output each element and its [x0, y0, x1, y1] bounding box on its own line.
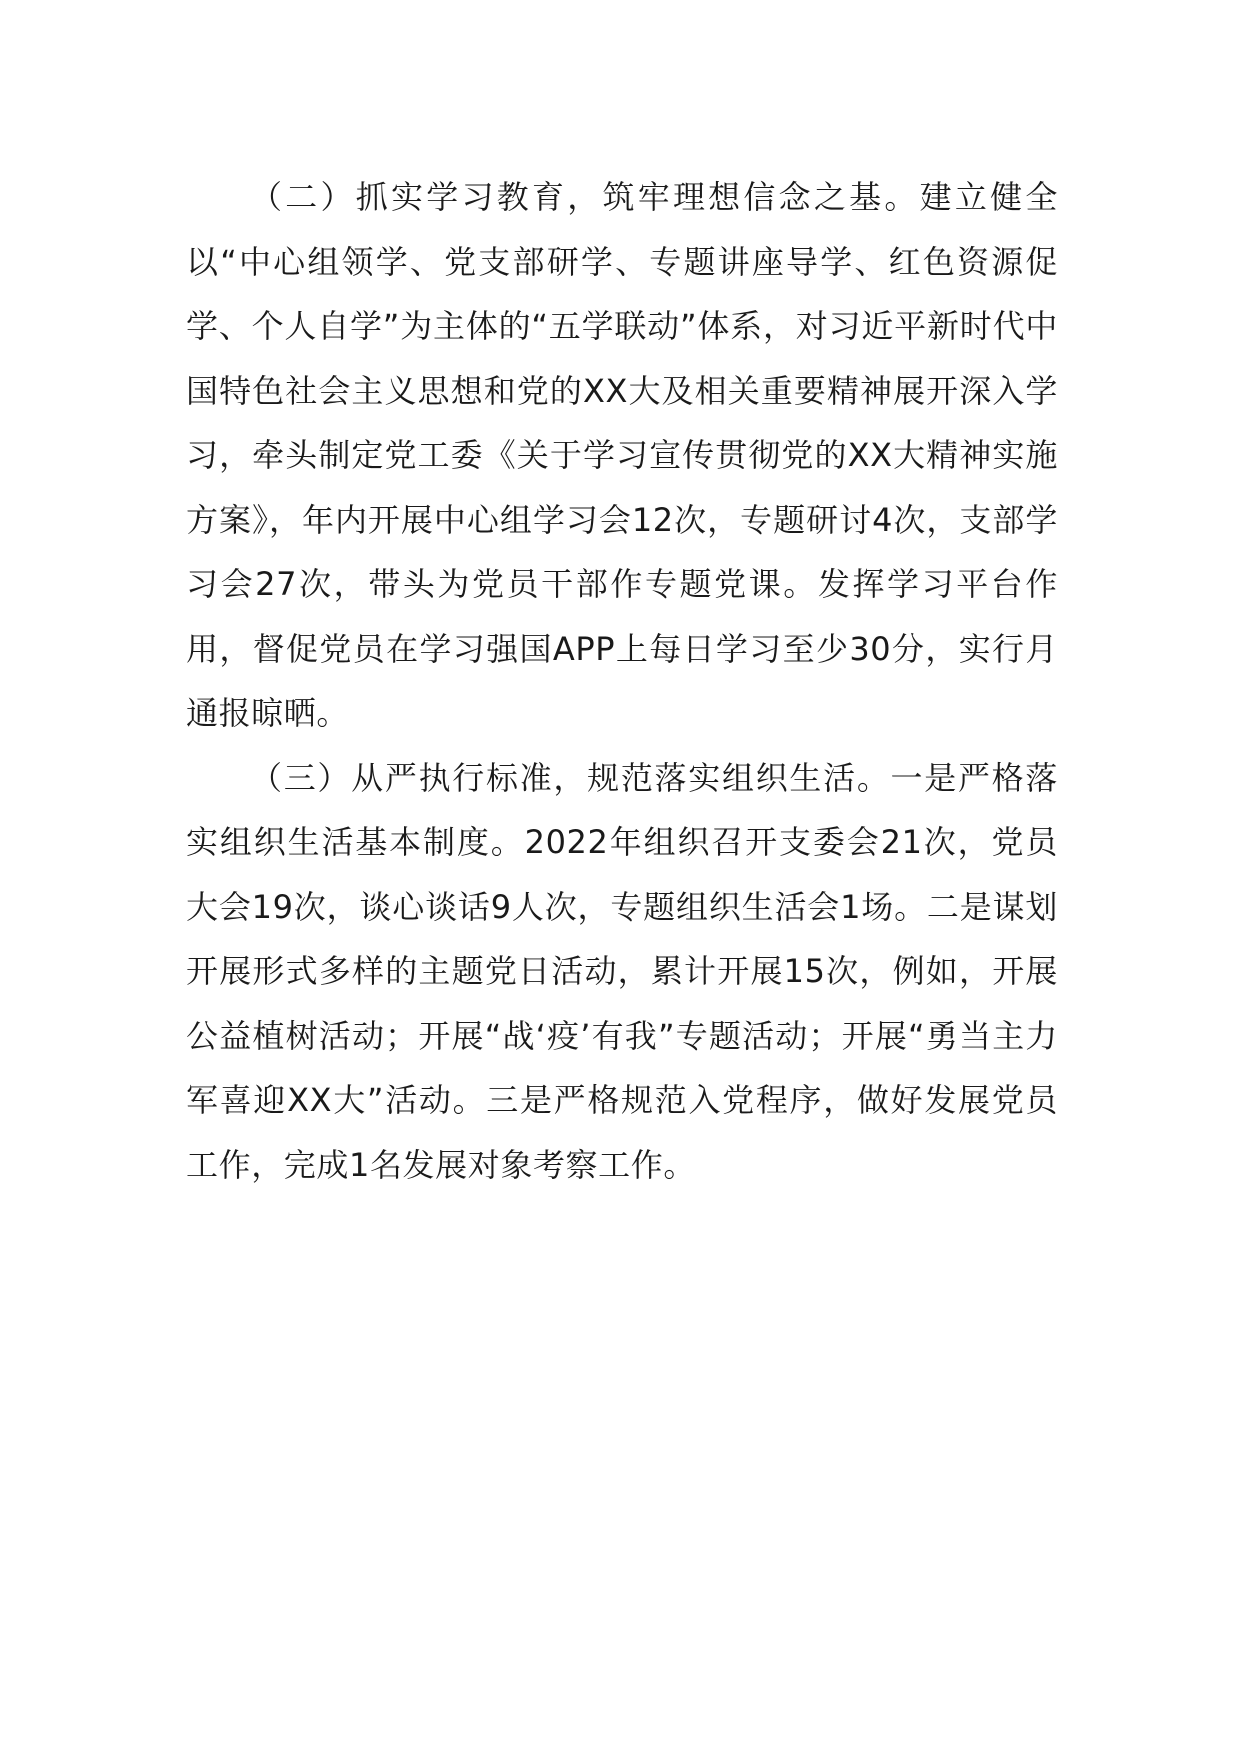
paragraph-organizational-life: （三）从严执行标准，规范落实组织生活。一是严格落实组织生活基本制度。2022年组织召开支委会21次，党员大会19次，谈心谈话9人次，专题组织生活会1场。二是谋划开展形式多样的主题党日活动，累计开展15次，例如，开展公益植树活动；开展“战‘疫’有我”专题活动；开展“勇当主力军喜迎XX大”活动。三是严格规范入党程序，做好发展党员工作，完成1名发展对象考察工作。: [186, 758, 1058, 1184]
paragraph-study-education: （二）抓实学习教育，筑牢理想信念之基。建立健全以“中心组领学、党支部研学、专题讲座导学、红色资源促学、个人自学”为主体的“五学联动”体系，对习近平新时代中国特色社会主义思想和党的XX大及相关重要精神展开深入学习，牵头制定党工委《关于学习宣传贯彻党的XX大精神实施方案》，年内开展中心组学习会12次，专题研讨4次，支部学习会27次，带头为党员干部作专题党课。发挥学习平台作用，督促党员在学习强国APP上每日学习至少30分，实行月通报晾晒。: [186, 178, 1058, 732]
document-body: [186, 165, 1058, 1197]
